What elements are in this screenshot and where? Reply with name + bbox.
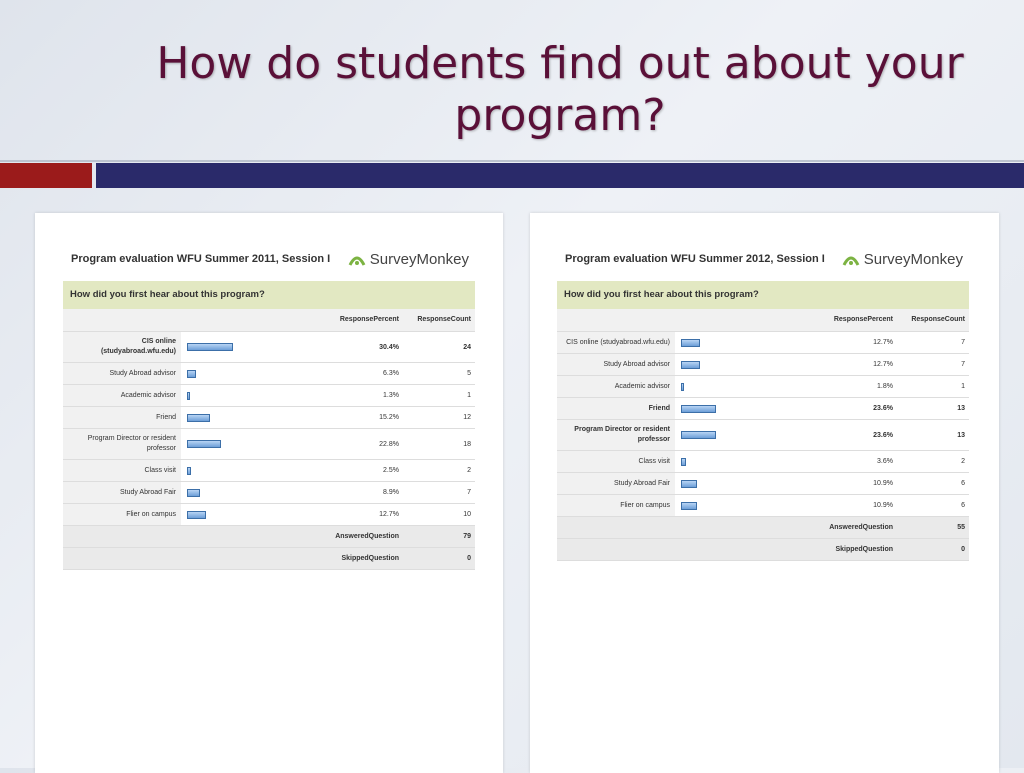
row-label-line-1: Friend [648,404,670,412]
response-count: 13 [957,431,965,439]
col-response-count: ResponseCount [911,316,965,323]
row-label-line-2: (studyabroad.wfu.edu) [100,348,176,355]
table-row [63,504,475,526]
answered-row [63,526,475,548]
response-bar [187,414,210,422]
bar-cell [181,414,327,422]
response-percent: 30.4% [379,343,399,351]
response-count: 7 [961,339,965,346]
table-row [63,332,475,363]
response-rows [557,332,969,517]
table-row [557,376,969,398]
row-label-line-1: Flier on campus [126,510,176,518]
row-label-line-1: Study Abroad advisor [603,360,670,368]
col-response-count: ResponseCount [417,316,471,323]
table-row [557,473,969,495]
bar-cell [675,431,821,439]
response-count: 10 [463,511,471,518]
row-label [63,482,181,503]
logo-text: SurveyMonkey [863,251,963,268]
title-line-2: program? [454,90,666,141]
row-label-line-1: CIS online [141,338,176,345]
response-count: 1 [961,383,965,390]
table-row [63,407,475,429]
row-label-line-1: Flier on campus [620,501,670,509]
response-bar [681,405,716,413]
table-row [557,495,969,517]
survey-panel-2011 [35,213,503,773]
row-label-line-1: Study Abroad Fair [119,488,176,496]
response-count: 7 [467,489,471,496]
row-label-line-1: Academic advisor [614,382,670,390]
row-label [557,354,675,375]
row-label-line-1: Class visit [638,457,670,465]
row-label [63,385,181,406]
response-percent: 2.5% [383,467,399,474]
surveymonkey-logo [348,251,469,268]
response-count: 12 [463,414,471,421]
response-count: 2 [467,467,471,474]
row-label [63,460,181,481]
bar-cell [675,361,821,369]
skipped-count: 0 [467,555,471,562]
row-label [63,407,181,428]
monkey-logo-icon [348,254,366,266]
response-percent: 15.2% [379,414,399,421]
response-percent: 6.3% [383,370,399,377]
bar-cell [675,339,821,347]
logo-text: SurveyMonkey [369,251,469,268]
table-row [63,385,475,407]
answered-label: AnsweredQuestion [829,524,893,531]
col-response-percent: ResponsePercent [339,316,399,323]
row-label [557,420,675,450]
slide-title [120,38,1000,142]
response-bar [187,343,233,351]
divider-line [0,160,1024,162]
row-label [557,473,675,494]
survey-title: Program evaluation WFU Summer 2012, Session I [565,253,825,265]
answered-count: 79 [463,533,471,540]
response-count: 24 [463,343,471,351]
accent-band-navy [96,163,1024,188]
response-bar [681,339,700,347]
table-row [557,332,969,354]
skipped-row [557,539,969,561]
response-count: 5 [467,370,471,377]
survey-table-2012 [557,249,969,561]
response-count: 6 [961,480,965,487]
row-label-line-1: Program Director or resident [574,426,670,433]
row-label-line-1: CIS online (studyabroad.wfu.edu) [566,338,670,346]
column-headers [557,309,969,332]
response-bar [187,370,196,378]
survey-header [557,249,969,279]
response-percent: 22.8% [379,440,399,448]
response-rows [63,332,475,526]
response-percent: 12.7% [873,339,893,346]
table-row [63,460,475,482]
bar-cell [181,467,327,475]
row-label-line-2: professor [146,445,176,452]
row-label-line-1: Study Abroad advisor [109,369,176,377]
row-label [557,495,675,516]
response-bar [187,440,221,448]
row-label [557,376,675,397]
response-percent: 12.7% [379,511,399,518]
response-bar [681,480,697,488]
response-count: 13 [957,405,965,412]
bar-cell [675,480,821,488]
response-percent: 8.9% [383,489,399,496]
question-text: How did you first hear about this program? [63,281,475,309]
row-label-line-2: professor [637,436,670,443]
table-row [557,398,969,420]
bar-cell [181,370,327,378]
answered-label: AnsweredQuestion [335,533,399,540]
response-count: 6 [961,502,965,509]
question-text: How did you first hear about this program? [557,281,969,309]
response-bar [187,489,200,497]
surveymonkey-logo [842,251,963,268]
row-label [63,363,181,384]
response-bar [681,458,686,466]
response-bar [681,431,716,439]
row-label-line-1: Friend [156,413,176,421]
monkey-logo-icon [842,254,860,266]
accent-band-red [0,163,92,188]
table-row [557,451,969,473]
response-count: 18 [463,440,471,448]
row-label [557,332,675,353]
response-bar [187,392,190,400]
col-response-percent: ResponsePercent [833,316,893,323]
survey-header [63,249,475,279]
skipped-count: 0 [961,546,965,553]
response-count: 7 [961,361,965,368]
table-row [63,482,475,504]
bar-cell [181,489,327,497]
bar-cell [675,458,821,466]
response-percent: 1.3% [383,392,399,399]
column-headers [63,309,475,332]
bar-cell [675,405,821,413]
answered-row [557,517,969,539]
response-percent: 12.7% [873,361,893,368]
row-label-line-1: Class visit [144,466,176,474]
response-percent: 23.6% [873,431,893,439]
response-percent: 1.8% [877,383,893,390]
response-bar [187,467,191,475]
survey-panel-2012 [530,213,999,773]
response-percent: 10.9% [873,480,893,487]
response-percent: 3.6% [877,458,893,465]
bar-cell [675,383,821,391]
response-count: 1 [467,392,471,399]
row-label [63,429,181,459]
table-row [63,429,475,460]
bar-cell [181,440,327,448]
survey-table-2011 [63,249,475,570]
response-bar [681,361,700,369]
row-label [557,451,675,472]
skipped-label: SkippedQuestion [341,555,399,562]
table-row [63,363,475,385]
row-label [63,504,181,525]
title-line-1: How do students find out about your [156,38,964,89]
skipped-label: SkippedQuestion [835,546,893,553]
bar-cell [181,511,327,519]
row-label-line-1: Study Abroad Fair [613,479,670,487]
skipped-row [63,548,475,570]
row-label [557,398,675,419]
response-percent: 23.6% [873,405,893,412]
table-row [557,420,969,451]
response-count: 2 [961,458,965,465]
response-bar [681,502,697,510]
row-label-line-1: Academic advisor [120,391,176,399]
bar-cell [181,392,327,400]
survey-title: Program evaluation WFU Summer 2011, Session I [71,253,331,265]
row-label-line-1: Program Director or resident [87,435,176,442]
row-label [63,332,181,362]
bar-cell [675,502,821,510]
bar-cell [181,343,327,351]
response-bar [681,383,684,391]
table-row [557,354,969,376]
answered-count: 55 [957,524,965,531]
response-percent: 10.9% [873,502,893,509]
response-bar [187,511,206,519]
